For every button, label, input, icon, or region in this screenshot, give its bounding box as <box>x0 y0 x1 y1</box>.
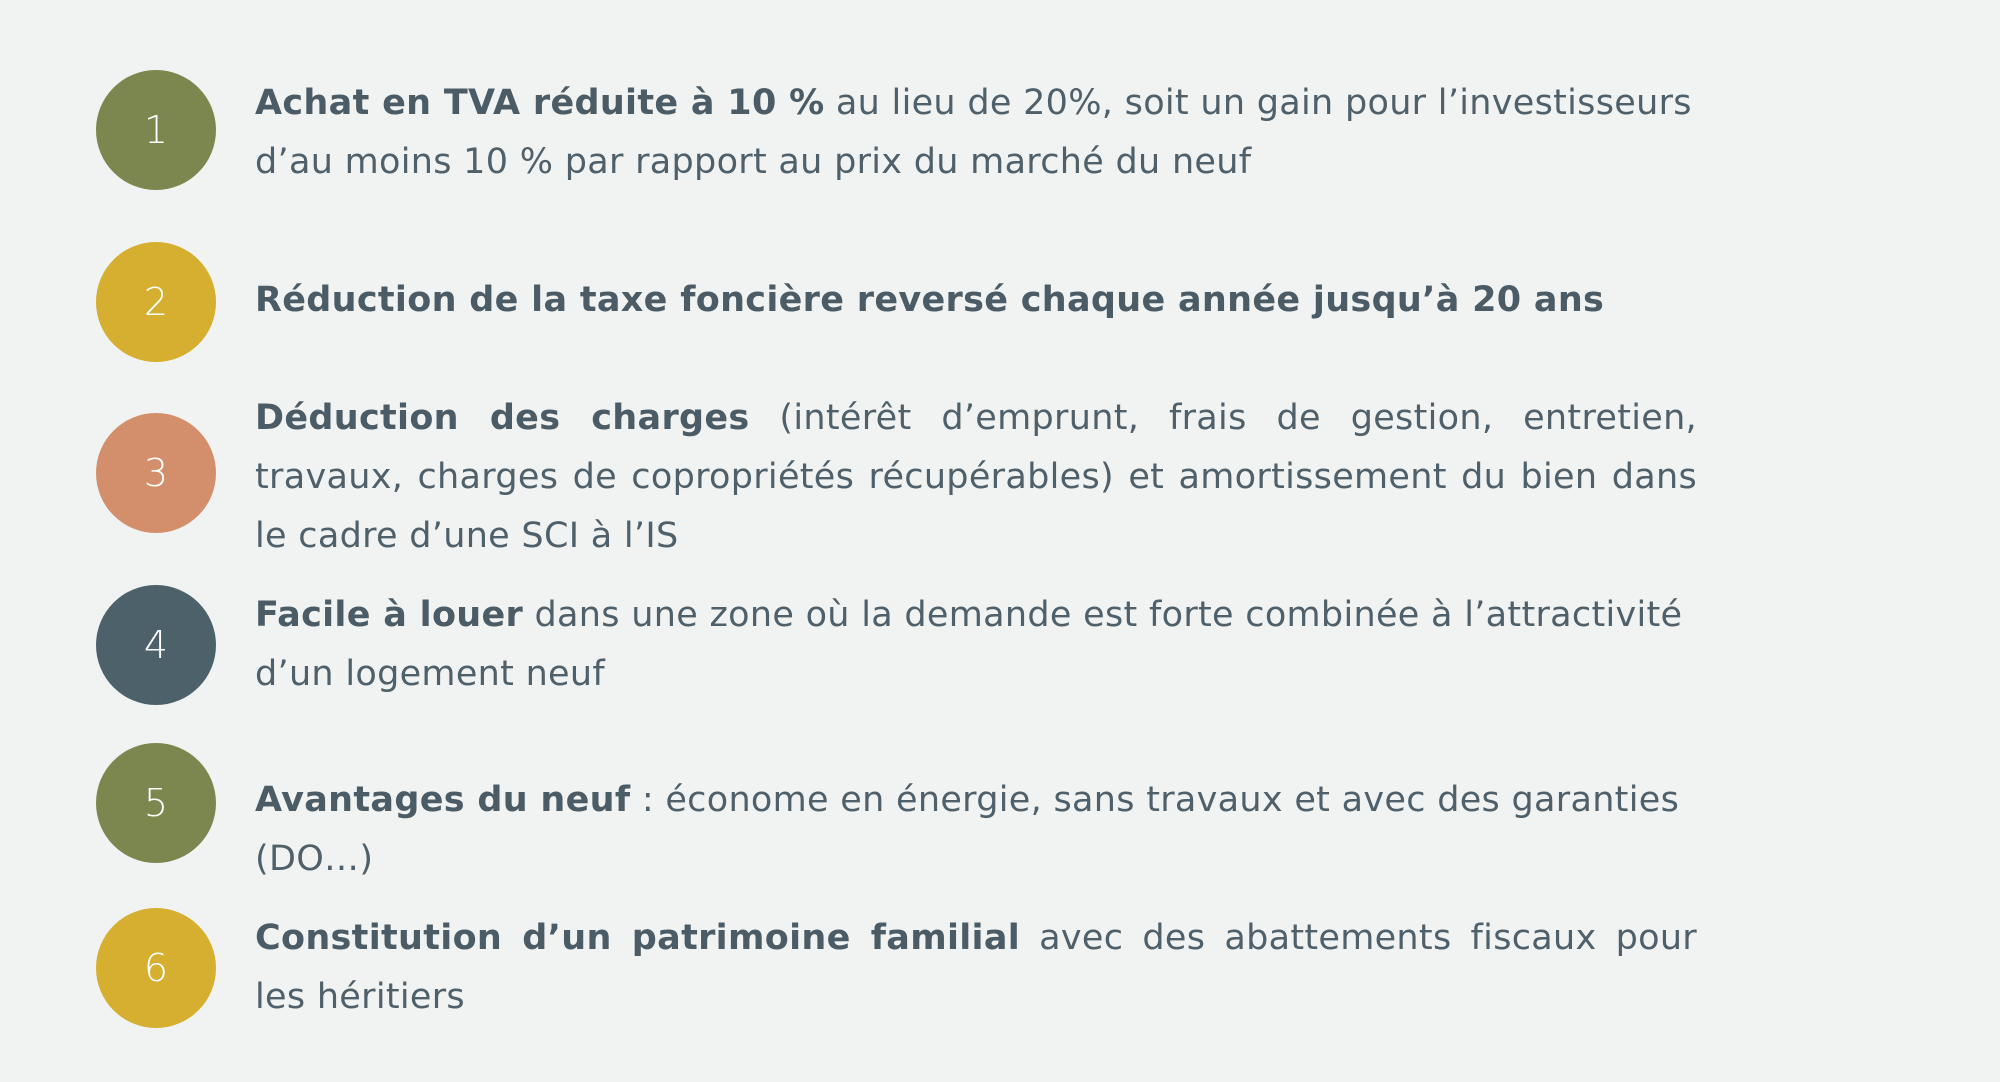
number-badge <box>96 70 216 190</box>
item-bold-text: Facile à louer <box>255 595 524 635</box>
item-rest-text: : économe en énergie, sans travaux et avec des garanties (DO…) <box>255 780 1680 879</box>
number-label: 6 <box>143 946 169 990</box>
item-bold-text: Déduction des charges <box>255 398 750 438</box>
number-label: 3 <box>143 451 169 495</box>
item-text <box>255 586 1735 704</box>
number-badge <box>96 413 216 533</box>
item-text <box>255 771 1695 889</box>
item-bold-text: Achat en TVA réduite à 10 % <box>255 83 825 123</box>
item-text <box>255 74 1695 192</box>
item-rest-text: dans une zone où la demande est forte combinée à l’attractivité d’un logement neuf <box>255 595 1683 694</box>
number-label: 4 <box>143 623 169 667</box>
number-label: 2 <box>143 280 169 324</box>
item-rest-text: (intérêt d’emprunt, frais de gestion, entretien, travaux, charges de copropriétés récupérables) et amortissement du bien dans le cadre d’une SCI à l’IS <box>255 398 1697 556</box>
number-badge <box>96 585 216 705</box>
item-rest-text: au lieu de 20%, soit un gain pour l’investisseurs d’au moins 10 % par rapport au prix du marché du neuf <box>255 83 1692 182</box>
item-bold-text: Constitution d’un patrimoine familial <box>255 918 1021 958</box>
number-badge <box>96 743 216 863</box>
number-badge <box>96 908 216 1028</box>
number-label: 1 <box>143 108 169 152</box>
item-text <box>255 271 1695 330</box>
item-text <box>255 389 1697 566</box>
item-text <box>255 909 1697 1027</box>
item-bold-text: Réduction de la taxe foncière reversé chaque année jusqu’à 20 ans <box>255 280 1605 320</box>
number-badge <box>96 242 216 362</box>
item-rest-text: avec des abattements fiscaux pour les héritiers <box>255 918 1697 1017</box>
item-bold-text: Avantages du neuf <box>255 780 631 820</box>
number-label: 5 <box>143 781 169 825</box>
